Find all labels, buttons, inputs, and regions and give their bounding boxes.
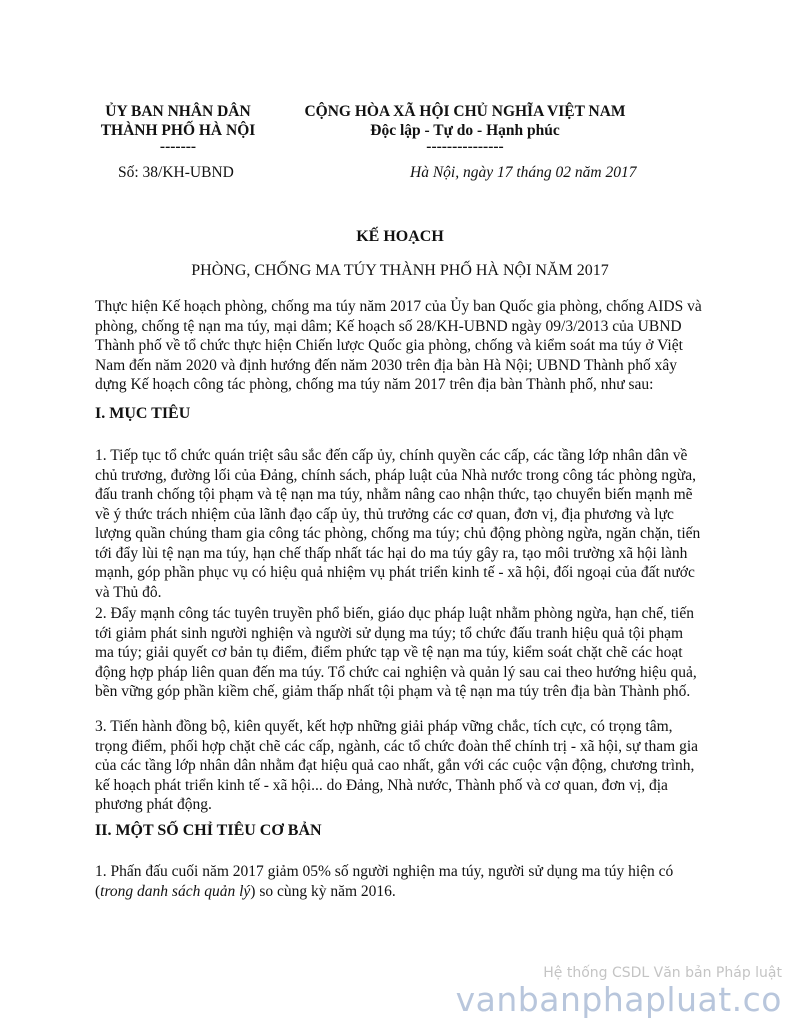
watermark-caption: Hệ thống CSDL Văn bản Pháp luật bbox=[543, 965, 782, 981]
document-subtitle: PHÒNG, CHỐNG MA TÚY THÀNH PHỐ HÀ NỘI NĂM 2017 bbox=[191, 262, 609, 279]
national-motto-rule: --------------- bbox=[426, 138, 504, 155]
issuing-agency-rule: ------- bbox=[159, 138, 197, 155]
national-name: CỘNG HÒA XÃ HỘI CHỦ NGHĨA VIỆT NAM bbox=[304, 103, 626, 120]
watermark-site-name: vanbanphapluat.co bbox=[455, 980, 782, 1019]
target-text-end: ) so cùng kỳ năm 2016. bbox=[250, 882, 396, 900]
target-text-italic: trong danh sách quản lý bbox=[100, 882, 251, 900]
document-title: KẾ HOẠCH bbox=[356, 228, 444, 245]
intro-paragraph: Thực hiện Kế hoạch phòng, chống ma túy năm 2017 của Ủy ban Quốc gia phòng, chống AIDS và phòng, chống tệ nạn ma túy, mại dâm; Kế hoạch số 28/KH-UBND ngày 09/3/2013 của UBND Thành phố về tổ chức thực hiện Chiến lược Quốc gia phòng, chống và kiểm soát ma túy ở Việt Nam đến năm 2020 và định hướng đến năm 2030 trên địa bàn Hà Nội; UBND Thành phố xây dựng Kế hoạch công tác phòng, chống ma túy năm 2017 trên địa bàn Thành phố, như sau: bbox=[95, 298, 702, 393]
target-text-start: 1. Phấn đấu cuối năm 2017 giảm 05% số người nghiện ma túy, người sử dụng ma túy hiện có ( bbox=[95, 863, 674, 900]
objective-paragraph-1: 1. Tiếp tục tổ chức quán triệt sâu sắc đến cấp ủy, chính quyền các cấp, các tầng lớp nhân dân về chủ trương, đường lối của Đảng, chính sách, pháp luật của Nhà nước trong công tác phòng ngừa, đấu tranh chống tội phạm và tệ nạn ma túy, nhằm nâng cao nhận thức, tạo chuyển biến mạnh mẽ về ý thức trách nhiệm của lãnh đạo cấp ủy, thủ trưởng các cơ quan, đơn vị, địa phương và lực lượng quần chúng tham gia công tác phòng, chống ma túy; chủ động phòng ngừa, ngăn chặn, tiến tới đẩy lùi tệ nạn ma túy, hạn chế thấp nhất tác hại do ma túy gây ra, tạo môi trường xã hội lành mạnh, góp phần phục vụ có hiệu quả nhiệm vụ phát triển kinh tế - xã hội, đối ngoại của đất nước và Thủ đô. bbox=[95, 447, 701, 601]
objective-paragraph-2: 2. Đẩy mạnh công tác tuyên truyền phổ biến, giáo dục pháp luật nhằm phòng ngừa, hạn chế, tiến tới giảm phát sinh người nghiện và người sử dụng ma túy; tổ chức đấu tranh hiệu quả tội phạm ma túy; giải quyết cơ bản tụ điểm, điểm phức tạp về tệ nạn ma túy, kiểm soát chặt chẽ các hoạt động hợp pháp liên quan đến ma túy. Tổ chức cai nghiện và quản lý sau cai theo hướng hiệu quả, bền vững góp phần kiềm chế, giảm thấp nhất tội phạm và tệ nạn ma túy trên địa bàn Thành phố. bbox=[95, 605, 697, 700]
issuing-agency-line2: THÀNH PHỐ HÀ NỘI bbox=[100, 122, 256, 139]
issuing-agency-line1: ỦY BAN NHÂN DÂN bbox=[105, 103, 251, 120]
section-heading-objectives: I. MỤC TIÊU bbox=[95, 405, 191, 422]
issuing-agency-block bbox=[88, 102, 268, 154]
place-and-date: Hà Nội, ngày 17 tháng 02 năm 2017 bbox=[410, 164, 637, 181]
target-paragraph-1 bbox=[95, 862, 705, 901]
national-motto-block bbox=[295, 102, 635, 154]
objective-paragraph-3: 3. Tiến hành đồng bộ, kiên quyết, kết hợp những giải pháp vững chắc, tích cực, có trọng tâm, trọng điểm, phối hợp chặt chẽ các cấp, ngành, các tổ chức đoàn thể chính trị - xã hội, sự tham gia của các tầng lớp nhân dân nhằm đạt hiệu quả cao nhất, gắn với các cuộc vận động, chương trình, kế hoạch phát triển kinh tế - xã hội... do Đảng, Nhà nước, Thành phố và cơ quan, đơn vị, địa phương phát động. bbox=[95, 718, 699, 813]
document-number: Số: 38/KH-UBND bbox=[118, 164, 234, 181]
national-motto: Độc lập - Tự do - Hạnh phúc bbox=[370, 122, 560, 139]
section-heading-targets: II. MỘT SỐ CHỈ TIÊU CƠ BẢN bbox=[95, 822, 322, 839]
